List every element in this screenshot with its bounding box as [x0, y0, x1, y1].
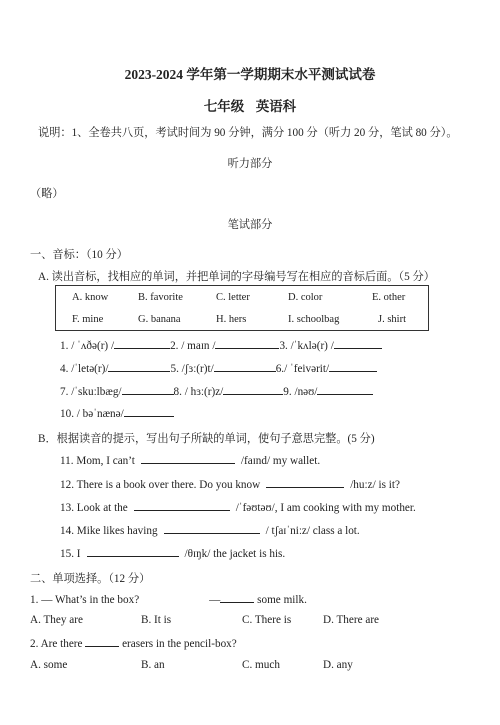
- listening-omitted: （略）: [30, 188, 64, 200]
- option-h: H. hers: [216, 314, 247, 325]
- choice-option[interactable]: D. There are: [323, 614, 380, 626]
- sentence-item: [60, 477, 400, 491]
- option-a: A. know: [72, 292, 109, 303]
- option-b: B. favorite: [138, 292, 183, 303]
- sentence-item: [60, 453, 320, 467]
- answer-blank-12[interactable]: [266, 477, 344, 488]
- exam-subtitle: [0, 95, 500, 115]
- answer-blank-3[interactable]: [334, 338, 382, 349]
- sentence-text: 12. There is a book over there. Do you know: [60, 479, 261, 491]
- answer-blank-7[interactable]: [122, 384, 174, 395]
- answer-blank-11[interactable]: [141, 453, 235, 464]
- exam-title: 2023-2024 学年第一学期期末水平测试试卷: [124, 67, 376, 82]
- sentence-text: / tʃaɪˈniːz/ class a lot.: [265, 525, 360, 537]
- phonetic-item-7: 7. /ˈskuːlbæg/: [60, 386, 122, 398]
- sentence-item: [60, 500, 416, 514]
- sentence-item: [60, 523, 360, 537]
- answer-blank-10[interactable]: [124, 406, 174, 417]
- answer-blank-1[interactable]: [114, 338, 170, 349]
- phonetic-item-2: 2. / maɪn /: [170, 340, 216, 352]
- sectionB-instruction: B．根据读音的提示，写出句子所缺的单词，使句子意思完整。(5 分): [38, 433, 375, 445]
- sentence-item: [60, 546, 285, 560]
- question-text: 1. — What’s in the box?: [30, 594, 140, 606]
- answer-blank-q1[interactable]: [220, 592, 254, 603]
- answer-blank-6[interactable]: [329, 361, 377, 372]
- answer-blank-9[interactable]: [317, 384, 373, 395]
- sentence-text: /θɪŋk/ the jacket is his.: [184, 548, 286, 560]
- option-d: D. color: [288, 292, 323, 303]
- sentence-text: /huːz/ is it?: [350, 479, 400, 491]
- phonetic-row: [60, 361, 377, 375]
- choice-option[interactable]: A. They are: [30, 614, 83, 626]
- phonetic-item-5: 5. /ʃɜː(r)t/: [170, 363, 214, 375]
- sentence-text: /ˈfəʊtəʊ/, I am cooking with my mother.: [235, 502, 416, 514]
- phonetic-row: [60, 384, 373, 398]
- option-i: I. schoolbag: [288, 314, 340, 325]
- sentence-text: 15. I: [60, 548, 81, 560]
- phonetic-item-4: 4. /ˈletə(r)/: [60, 363, 109, 375]
- answer-blank-2[interactable]: [215, 338, 279, 349]
- answer-blank-14[interactable]: [164, 523, 260, 534]
- option-c: C. letter: [216, 292, 250, 303]
- choice-option[interactable]: D. any: [323, 659, 353, 671]
- subject-label: 英语科: [255, 99, 297, 114]
- sentence-text: 14. Mike likes having: [60, 525, 158, 537]
- part1-heading: 一、音标：（10 分）: [30, 249, 128, 261]
- option-f: F. mine: [72, 314, 104, 325]
- phonetic-item-9: 9. /nəʊ/: [283, 386, 318, 398]
- question-text: some milk.: [257, 594, 307, 606]
- sentence-text: /faɪnd/ my wallet.: [240, 455, 321, 467]
- answer-blank-13[interactable]: [134, 500, 230, 511]
- choice-option[interactable]: A. some: [30, 659, 68, 671]
- sectionA-instruction: A. 读出音标，找相应的单词，并把单词的字母编号写在相应的音标后面。（5 分）: [38, 271, 435, 283]
- answer-blank-8[interactable]: [223, 384, 283, 395]
- written-heading: 笔试部分: [227, 219, 273, 231]
- grade-label: 七年级: [203, 99, 245, 114]
- choice-option[interactable]: B. It is: [141, 614, 172, 626]
- option-e: E. other: [372, 292, 406, 303]
- answer-blank-q2[interactable]: [85, 636, 119, 647]
- choice-option[interactable]: B. an: [141, 659, 165, 671]
- sentence-text: 13. Look at the: [60, 502, 128, 514]
- question-stem: [30, 592, 307, 606]
- sentence-text: 11. Mom, I can’t: [60, 455, 135, 467]
- answer-blank-15[interactable]: [87, 546, 179, 557]
- question-text: 2. Are there: [30, 638, 83, 650]
- phonetic-item-8: 8. / hɜː(r)z/: [173, 386, 224, 398]
- choice-option[interactable]: C. There is: [242, 614, 292, 626]
- answer-blank-4[interactable]: [108, 361, 170, 372]
- part2-heading: 二、单项选择。（12 分）: [30, 573, 151, 585]
- instructions: 说明：1、全卷共八页，考试时间为 90 分钟，满分 100 分（听力 20 分，笔试 80 分）。: [38, 127, 458, 139]
- listening-heading: 听力部分: [227, 158, 273, 170]
- options-box: [55, 285, 429, 331]
- option-j: J. shirt: [378, 314, 407, 325]
- question-stem: [30, 636, 237, 650]
- phonetic-item-10: 10. / bəˈnænə/: [60, 408, 124, 420]
- phonetic-item-1: 1. / ˈʌðə(r) /: [60, 340, 115, 352]
- phonetic-item-3: 3. /ˈkʌlə(r) /: [279, 340, 334, 352]
- phonetic-row: [60, 406, 174, 420]
- answer-blank-5[interactable]: [214, 361, 276, 372]
- phonetic-row: [60, 338, 382, 352]
- option-g: G. banana: [138, 314, 181, 325]
- phonetic-item-6: 6./ ˈfeivərit/: [275, 363, 330, 375]
- question-text: —: [209, 594, 221, 606]
- choice-option[interactable]: C. much: [242, 659, 280, 671]
- question-text: erasers in the pencil-box?: [122, 638, 237, 650]
